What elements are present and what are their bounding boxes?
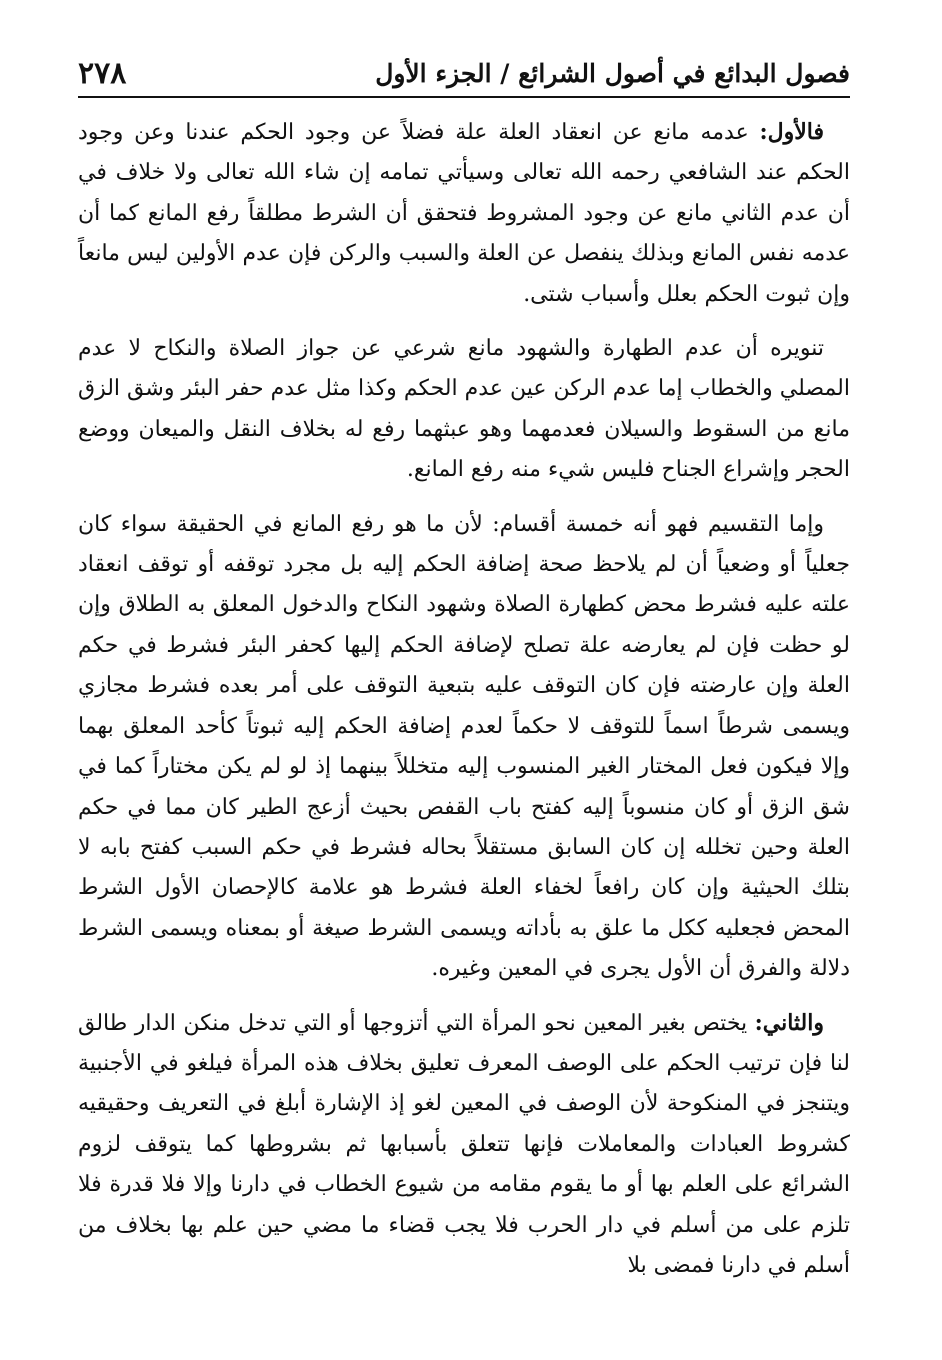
page-header — [78, 50, 850, 98]
paragraph-second — [78, 1003, 850, 1287]
paragraph-division — [78, 504, 850, 990]
paragraph-lead: فالأول: — [759, 119, 824, 145]
paragraph-text: يختص بغير المعين نحو المرأة التي أتزوجها أو التي تدخل منكن الدار طالق لنا فإن ترتيب الحكم على الوصف المعرف تعليق بخلاف هذه المرأة فيلغو في الأجنبية ويتنجز في المنكوحة لأن الوصف في المعين لغو إذ الإشارة أبلغ في التعريف وحقيقيه كشروط العبادات والمعاملات فإنها تتعلق بأسبابها ثم بشروطها كما يتوقف لزوم الشرائع على العلم بها أو ما يقوم مقامه من شيوع الخطاب في دارنا وإلا فلا قدرة فلا تلزم على من أسلم في دار الحرب فلا يجب قضاء ما مضي حين علم بها بخلاف من أسلم في دارنا فمضى بلا — [78, 1010, 850, 1278]
page-number: ٢٧٨ — [78, 55, 127, 91]
running-title: فصول البدائع في أصول الشرائع / الجزء الأول — [375, 58, 850, 88]
paragraph-text: تنويره أن عدم الطهارة والشهود مانع شرعي عن جواز الصلاة والنكاح لا عدم المصلي والخطاب إما عدم الركن عين عدم الحكم وكذا مثل عدم حفر البئر وشق الزق مانع من السقوط والسيلان فعدمهما وهو عبثهما رفع له بخلاف النقل والميعان ووضع الحجر وإشراع الجناح فليس شيء منه رفع المانع. — [78, 336, 850, 483]
paragraph-lead: والثاني: — [754, 1009, 824, 1036]
paragraph-text: وإما التقسيم فهو أنه خمسة أقسام: لأن ما هو رفع المانع في الحقيقة سواء كان جعلياً أو وضعياً أن لم يلاحظ صحة إضافة الحكم إليه بل مجرد توقفه أو توقف انعقاد علته عليه فشرط محض كطهارة الصلاة وشهود النكاح والدخول المعلق به الطلاق وإن لو حظت فإن لم يعارضه علة تصلح لإضافة الحكم إليها كحفر البئر فشرط في حكم العلة وإن عارضته فإن كان التوقف عليه بتبعية التوقف على أمر بعده فشرط مجازي ويسمى شرطاً اسماً للتوقف لا حكماً لعدم إضافة الحكم إليه ثبوتاً كأحد المعلق بهما وإلا فيكون فعل المختار الغير المنسوب إليه متخللاً بينهما إذ لو لم يكن مختاراً كما في شق الزق أو كان منسوباً إليه كفتح باب القفص بحيث أزعج الطير كان مما في حكم العلة وحين تخلله إن كان السابق مستقلاً بحاله فشرط في حكم السبب كفتح بابه لا بتلك الحيثية وإن كان رافعاً لخفاء العلة فشرط هو علامة كالإحصان الأول الشرط المحض فجعليه ككل ما علق به بأداته ويسمى الشرط صيغة أو بمعناه ويسمى الشرط دلالة والفرق أن الأول يجرى في المعين وغيره. — [78, 511, 850, 982]
paragraph-explanation — [78, 328, 850, 491]
paragraph-first — [78, 112, 850, 315]
page-body — [78, 112, 850, 1299]
paragraph-text: عدمه مانع عن انعقاد العلة علة فضلاً عن وجود الحكم عندنا وعن وجود الحكم عند الشافعي رحمه الله تعالى وسيأتي تمامه إن شاء الله تعالى ولا خلاف في أن عدم الثاني مانع عن وجود المشروط فتحقق أن الشرط مطلقاً رفع المانع كما أن عدمه نفس المانع وبذلك ينفصل عن العلة والسبب والركن فإن عدم الأولين ليس مانعاً وإن ثبوت الحكم بعلل وأسباب شتى. — [78, 120, 850, 307]
